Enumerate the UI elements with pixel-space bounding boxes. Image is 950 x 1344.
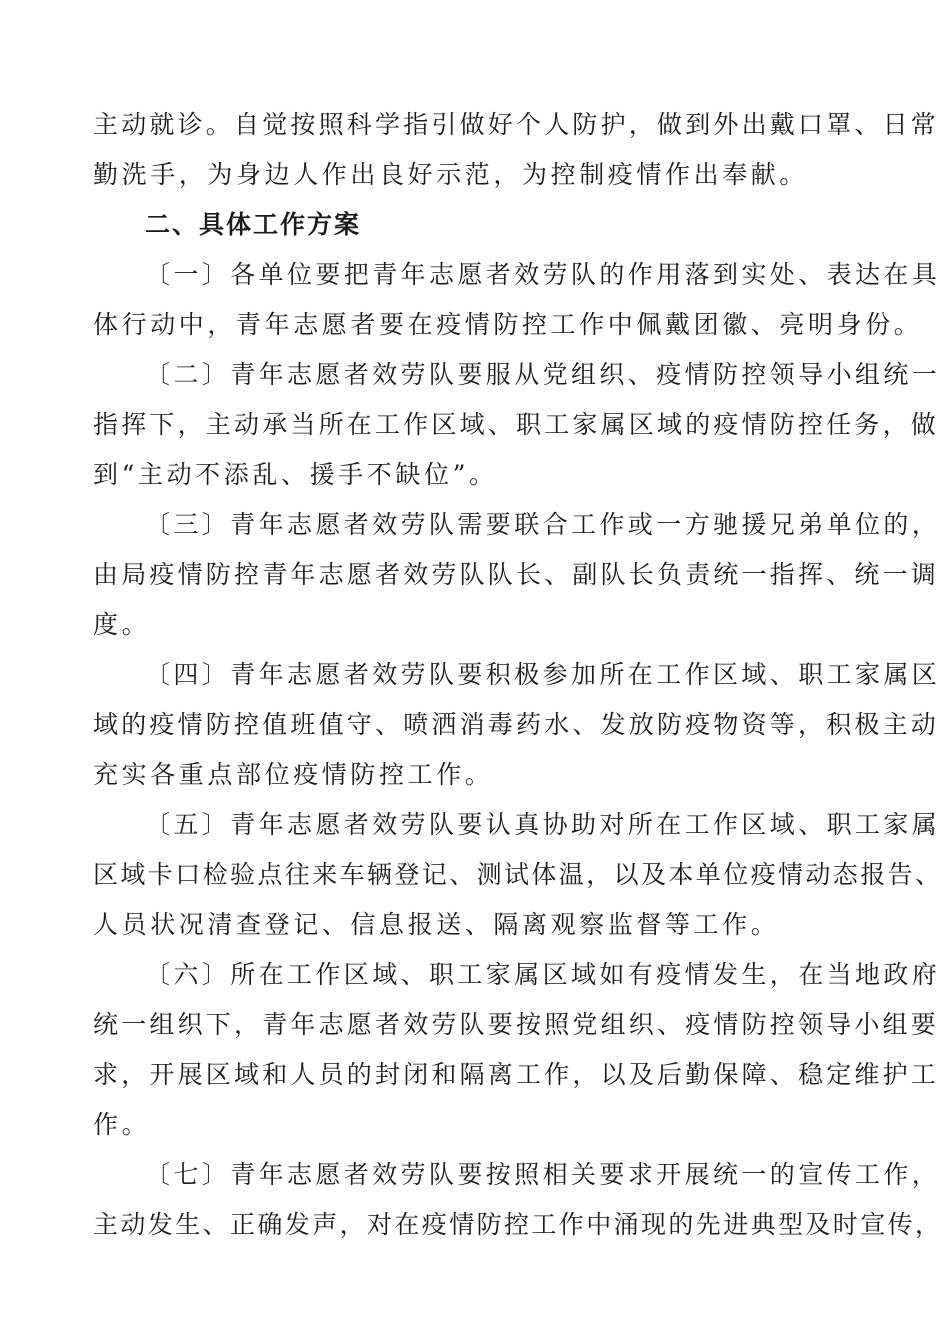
item-7-line-1: 〔七〕青年志愿者效劳队要按照相关要求开展统一的宣传工作， [145, 1160, 941, 1189]
item-4-line-1: 〔四〕青年志愿者效劳队要积极参加所在工作区域、职工家属区 [145, 660, 941, 689]
item-6-line-4: 作。 [93, 1110, 151, 1139]
item-1-line-2: 体行动中，青年志愿者要在疫情防控工作中佩戴团徽、亮明身份。 [93, 310, 923, 339]
section-heading: 二、具体工作方案 [145, 210, 362, 239]
item-2-line-2: 指挥下，主动承当所在工作区域、职工家属区域的疫情防控任务，做 [93, 410, 940, 439]
item-5-line-1: 〔五〕青年志愿者效劳队要认真协助对所在工作区域、职工家属 [145, 810, 941, 839]
item-6-line-1: 〔六〕所在工作区域、职工家属区域如有疫情发生，在当地政府 [145, 960, 941, 989]
item-6-line-2: 统一组织下，青年志愿者效劳队要按照党组织、疫情防控领导小组要 [93, 1010, 940, 1039]
item-6-line-3: 求，开展区域和人员的封闭和隔离工作，以及后勤保障、稳定维护工 [93, 1060, 940, 1089]
item-1-line-1: 〔一〕各单位要把青年志愿者效劳队的作用落到实处、表达在具 [145, 260, 941, 289]
item-3-line-2: 由局疫情防控青年志愿者效劳队队长、副队长负责统一指挥、统一调 [93, 560, 940, 589]
item-2-line-1: 〔二〕青年志愿者效劳队要服从党组织、疫情防控领导小组统一 [145, 360, 941, 389]
item-5-line-2: 区域卡口检验点往来车辆登记、测试体温，以及本单位疫情动态报告、 [93, 860, 943, 889]
item-4-line-2: 域的疫情防控值班值守、喷洒消毒药水、发放防疫物资等，积极主动 [93, 710, 940, 739]
intro-line-1: 主动就诊。自觉按照科学指引做好个人防护，做到外出戴口罩、日常 [93, 110, 940, 139]
item-3-line-1: 〔三〕青年志愿者效劳队需要联合工作或一方驰援兄弟单位的， [145, 510, 941, 539]
item-4-line-3: 充实各重点部位疫情防控工作。 [93, 760, 494, 789]
item-7-line-2: 主动发生、正确发声，对在疫情防控工作中涌现的先进典型及时宣传， [93, 1210, 943, 1239]
item-5-line-3: 人员状况清查登记、信息报送、隔离观察监督等工作。 [93, 910, 780, 939]
intro-line-2: 勤洗手，为身边人作出良好示范，为控制疫情作出奉献。 [93, 160, 809, 189]
item-3-line-3: 度。 [93, 610, 151, 639]
item-2-line-3: 到“主动不添乱、援手不缺位”。 [93, 460, 498, 489]
